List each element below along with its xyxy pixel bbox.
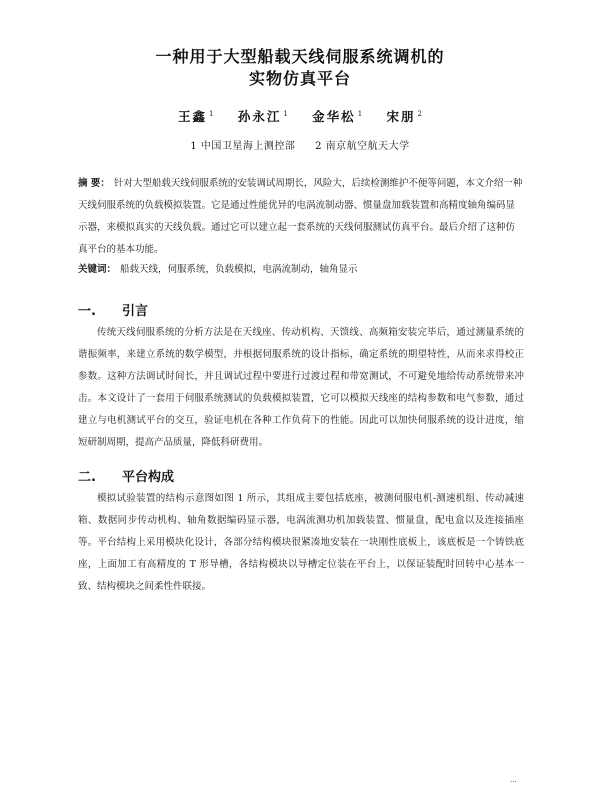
affiliation: 1 中国卫星海上测控部 [190,141,296,152]
keywords-text: 船载天线，伺服系统，负载模拟，电涡流制动，轴角显示 [120,264,358,275]
page-number: ... [510,776,517,784]
author: 金华松 $^1$ [312,109,363,124]
section-heading-platform: 二. 平台构成 [78,470,175,485]
author: 王鑫 $^1$ [177,109,214,124]
author-list [0,107,600,125]
affiliations [0,137,600,152]
affiliation: 2 南京航空航天大学 [315,141,410,152]
abstract [78,173,524,261]
abstract-label: 摘 要： [78,178,110,189]
section-body-platform: 模拟试验装置的结构示意图如图 1 所示，其组成主要包括底座，被测伺服电机-测速机组、传动减速箱、数据同步传动机构、轴角数据编码显示器，电涡流测功机加载装置、惯量盘，配电盒以及连接插座等。平台结构上采用模块化设计，各部分结构模块很紧凑地安装在一块刚性底板上，该底板是一个铸铁底座，上面加工有高精度的 T 形导槽，各结构模块以导槽定位装在平台上，以保证装配时回转中心基本一致、结构模块之间柔性件联接。 [78,493,524,592]
keywords [78,259,524,281]
section-heading-introduction: 一. 引言 [78,304,149,319]
abstract-text: 针对大型船载天线伺服系统的安装调试周期长，风险大，后续检测维护不便等问题，本文介绍一种天线伺服系统的负载模拟装置。它是通过性能优异的电涡流制动器、惯量盘加载装置和高精度轴角编码显示器，来模拟真实的天线负载。通过它可以建立起一套系统的天线伺服测试仿真平台。最后介绍了这种仿真平台的基本功能。 [78,178,523,255]
author: 孙永江 $^1$ [237,109,288,124]
title-line-2: 实物仿真平台 [248,69,351,88]
section-body-introduction: 传统天线伺服系统的分析方法是在天线座、传动机构、天馈线、高频箱安装完毕后，通过测量系统的谐振频率，来建立系统的数学模型，并根据伺服系统的设计指标，确定系统的期望特性，从而来求得校正参数。这种方法调试时间长，并且调试过程中要进行过渡过程和带宽测试，不可避免地给传动系统带来冲击。本文设计了一套用于伺服系统测试的负载模拟装置，它可以模拟天线座的结构参数和电气参数，通过建立与电机测试平台的交互，验证电机在各种工作负荷下的性能。因此可以加快伺服系统的设计进度，缩短研制周期，提高产品质量，降低科研费用。 [78,327,524,448]
paper-title [0,46,600,90]
author: 宋朋 $^2$ [386,109,422,124]
title-line-1: 一种用于大型船载天线伺服系统调机的 [155,47,445,66]
keywords-label: 关键词： [78,264,117,275]
